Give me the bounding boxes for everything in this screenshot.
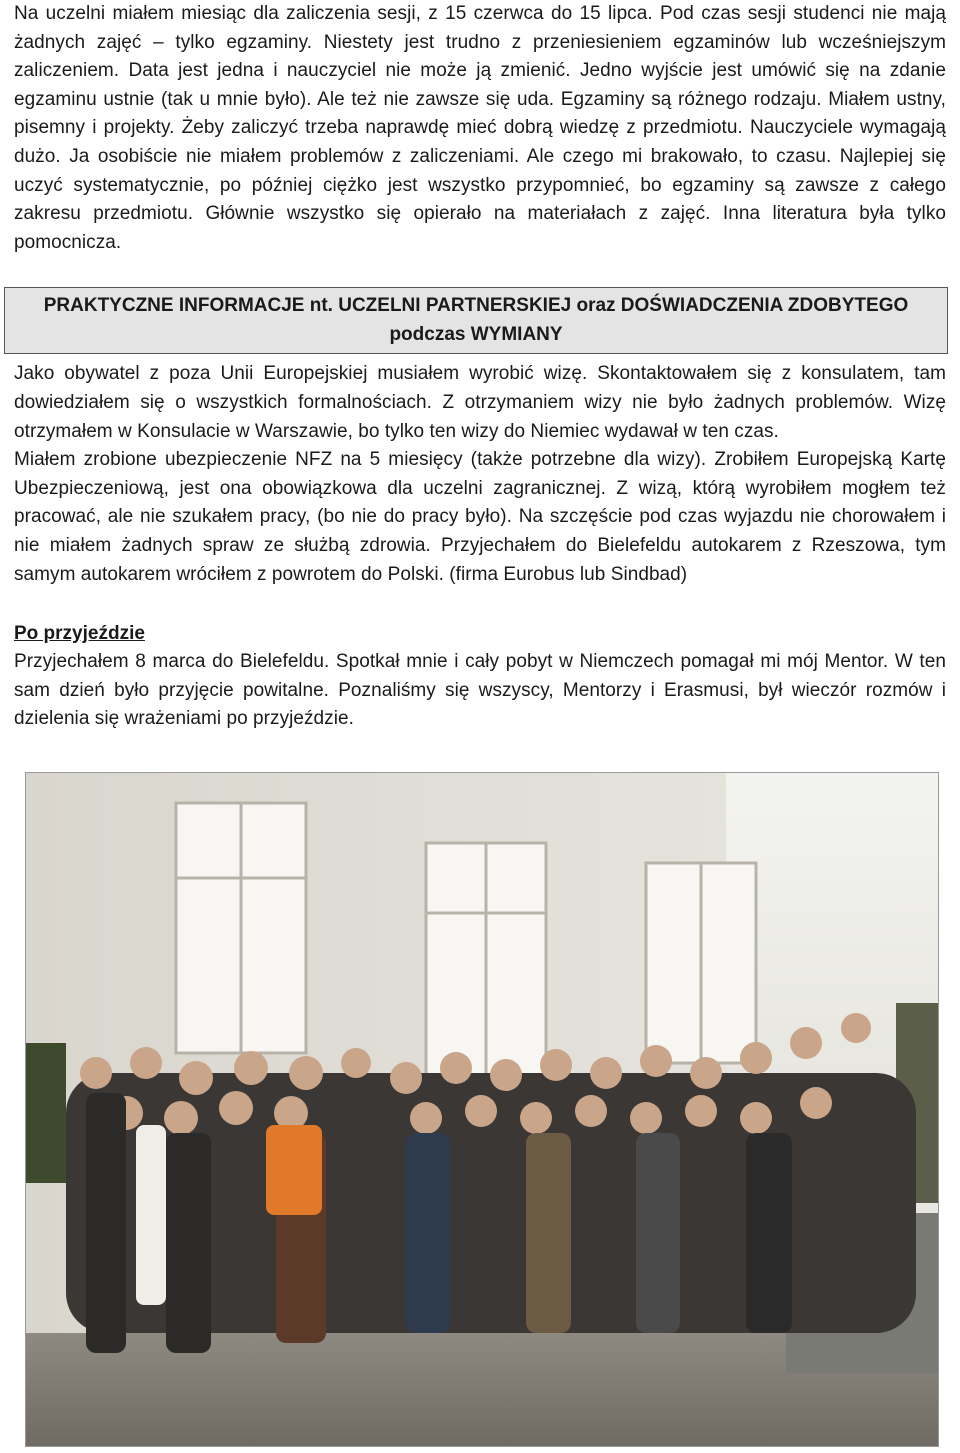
document-page	[14, 0, 946, 734]
window-right	[646, 863, 756, 1063]
insurance-paragraph: Miałem zrobione ubezpieczenie NFZ na 5 miesięcy (także potrzebne dla wizy). Zrobiłem Europejską Kartę Ubezpieczeniową, jest ona obowiązkowa dla uczelni zagranicznej. Z wizą, którą wyrobiłem mogłem też pracować, ale nie szukałem pracy, (bo nie do pracy było). Na szczęście pod czas wyjazdu nie chorowałem i nie miałem żadnych spraw ze służbą zdrowia. Przyjechałem do Bielefeldu autokarem z Rzeszowa, tym samym autokarem wróciłem z powrotem do Polski. (firma Eurobus lub Sindbad)	[14, 449, 946, 585]
arrival-paragraph: Przyjechałem 8 marca do Bielefeldu. Spotkał mnie i cały pobyt w Niemczech pomagał mi mój Mentor. W ten sam dzień było przyjęcie powitalne. Poznaliśmy się wszyscy, Mentorzy i Erasmusi, był wieczór rozmów i dzielenia się wrażeniami po przyjeździe.	[14, 651, 946, 730]
section-header-line-1: PRAKTYCZNE INFORMACJE nt. UCZELNI PARTNERSKIEJ oraz DOŚWIADCZENIA ZDOBYTEGO	[43, 295, 909, 317]
group-photo	[25, 772, 939, 1447]
arrival-heading: Po przyjeździe	[14, 623, 145, 645]
window-left	[176, 803, 306, 1053]
section-header-line-2: podczas WYMIANY	[389, 324, 563, 346]
section-header-box	[4, 287, 948, 354]
window-center	[426, 843, 546, 1093]
exams-paragraph: Na uczelni miałem miesiąc dla zaliczenia sesji, z 15 czerwca do 15 lipca. Pod czas sesji studenci nie mają żadnych zajęć – tylko egzaminy. Niestety jest trudno z przeniesieniem egzaminów lub wcześniejszym zaliczeniem. Data jest jedna i nauczyciel nie może ją zmienić. Jedno wyjście jest umówić się na zdanie egzaminu ustnie (tak u mnie było). Ale też nie zawsze się uda. Egzaminy są różnego rodzaju. Miałem ustny, pisemny i projekty. Żeby zaliczyć trzeba naprawdę mieć dobrą wiedzę z przedmiotu. Nauczyciele wymagają dużo. Ja osobiście nie miałem problemów z zaliczeniami. Ale czego mi brakowało, to czasu. Najlepiej się uczyć systematycznie, po później ciężko jest wszystko przypomnieć, bo egzaminy są zawsze z całego zakresu przedmiotu. Głównie wszystko się opierało na materiałach z zajęć. Inna literatura była tylko pomocnicza.	[14, 3, 946, 253]
visa-paragraph: Jako obywatel z poza Unii Europejskiej musiałem wyrobić wizę. Skontaktowałem się z konsulatem, tam dowiedziałem się o wszystkich formalnościach. Z otrzymaniem wizy nie było żadnych problemów. Wizę otrzymałem w Konsulacie w Warszawie, bo tylko ten wizy do Niemiec wydawał w ten czas.	[14, 363, 946, 442]
